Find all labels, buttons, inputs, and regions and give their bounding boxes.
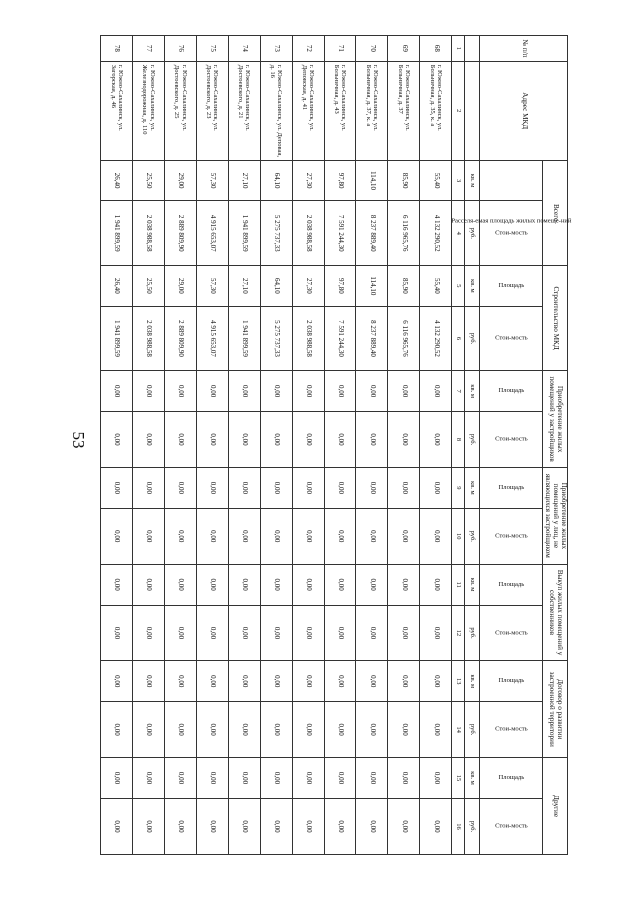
construction-cost: 1 941 899,59 (228, 306, 260, 370)
unit-sqm: кв. м (465, 758, 480, 799)
total-area: 27,10 (228, 160, 260, 201)
total-area: 55,40 (420, 160, 452, 201)
unit-rub: руб. (465, 201, 480, 265)
zero-value: 0,00 (324, 371, 356, 412)
zero-value: 0,00 (388, 371, 420, 412)
zero-value: 0,00 (292, 467, 324, 508)
zero-value: 0,00 (420, 661, 452, 702)
column-number: 1 (452, 36, 465, 62)
column-number: 11 (452, 564, 465, 605)
header-development: Договор о развитии застроенной территории (543, 661, 568, 758)
zero-value: 0,00 (356, 605, 388, 661)
table-row (228, 36, 260, 855)
header-buyout: Выкуп жилых помещений у собственников (543, 564, 568, 661)
zero-value: 0,00 (324, 564, 356, 605)
construction-cost: 7 591 244,30 (324, 306, 356, 370)
construction-area: 57,30 (196, 265, 228, 306)
zero-value: 0,00 (260, 371, 292, 412)
zero-value: 0,00 (133, 702, 165, 758)
construction-cost: 8 237 889,40 (356, 306, 388, 370)
unit-sqm: кв. м (465, 467, 480, 508)
construction-cost: 6 116 965,76 (388, 306, 420, 370)
total-cost: 1 941 899,59 (101, 201, 133, 265)
zero-value: 0,00 (260, 605, 292, 661)
row-address: г. Южно-Сахалинск, ул. Деповая, д. 16 (260, 61, 292, 160)
zero-value: 0,00 (101, 661, 133, 702)
zero-value: 0,00 (292, 605, 324, 661)
unit-cell (465, 61, 480, 160)
construction-cost: 4 915 653,07 (196, 306, 228, 370)
zero-value: 0,00 (388, 702, 420, 758)
column-number: 13 (452, 661, 465, 702)
column-number: 5 (452, 265, 465, 306)
zero-value: 0,00 (164, 467, 196, 508)
zero-value: 0,00 (292, 758, 324, 799)
zero-value: 0,00 (228, 758, 260, 799)
resettlement-table (100, 35, 572, 855)
zero-value: 0,00 (292, 371, 324, 412)
construction-cost: 4 132 290,52 (420, 306, 452, 370)
construction-area: 85,90 (388, 265, 420, 306)
zero-value: 0,00 (164, 371, 196, 412)
construction-area: 64,10 (260, 265, 292, 306)
construction-area: 27,30 (292, 265, 324, 306)
row-number: 74 (228, 36, 260, 62)
zero-value: 0,00 (101, 371, 133, 412)
zero-value: 0,00 (196, 467, 228, 508)
construction-area: 55,40 (420, 265, 452, 306)
column-number: 2 (452, 61, 465, 160)
total-cost: 2 889 809,90 (164, 201, 196, 265)
zero-value: 0,00 (324, 412, 356, 468)
zero-value: 0,00 (324, 605, 356, 661)
construction-area: 25,50 (133, 265, 165, 306)
table-row (388, 36, 420, 855)
zero-value: 0,00 (356, 467, 388, 508)
total-cost: 1 941 899,59 (228, 201, 260, 265)
zero-value: 0,00 (260, 467, 292, 508)
subheader-cost: Стои-мость (480, 702, 543, 758)
unit-rub: руб. (465, 306, 480, 370)
zero-value: 0,00 (388, 412, 420, 468)
zero-value: 0,00 (260, 661, 292, 702)
zero-value: 0,00 (101, 702, 133, 758)
zero-value: 0,00 (228, 467, 260, 508)
zero-value: 0,00 (388, 467, 420, 508)
column-number: 8 (452, 412, 465, 468)
zero-value: 0,00 (260, 702, 292, 758)
table-row (292, 36, 324, 855)
total-cost: 4 915 653,07 (196, 201, 228, 265)
zero-value: 0,00 (420, 467, 452, 508)
zero-value: 0,00 (260, 798, 292, 854)
zero-value: 0,00 (101, 412, 133, 468)
zero-value: 0,00 (164, 661, 196, 702)
zero-value: 0,00 (420, 605, 452, 661)
table-row (164, 36, 196, 855)
zero-value: 0,00 (196, 798, 228, 854)
zero-value: 0,00 (164, 758, 196, 799)
zero-value: 0,00 (196, 508, 228, 564)
unit-sqm: кв. м (465, 160, 480, 201)
header-other: Другие (543, 758, 568, 855)
zero-value: 0,00 (196, 758, 228, 799)
row-address: г. Южно-Сахалинск, ул. Достоевского, д. 25 (164, 61, 196, 160)
construction-area: 114,10 (356, 265, 388, 306)
construction-area: 29,00 (164, 265, 196, 306)
zero-value: 0,00 (356, 508, 388, 564)
zero-value: 0,00 (101, 798, 133, 854)
zero-value: 0,00 (133, 371, 165, 412)
zero-value: 0,00 (292, 564, 324, 605)
zero-value: 0,00 (196, 605, 228, 661)
zero-value: 0,00 (388, 661, 420, 702)
construction-area: 26,40 (101, 265, 133, 306)
subheader-resettled-area: Расселя-емая площадь жилых помеще-ний (480, 160, 543, 201)
construction-cost: 1 941 899,59 (101, 306, 133, 370)
zero-value: 0,00 (292, 661, 324, 702)
zero-value: 0,00 (324, 467, 356, 508)
total-cost: 4 132 290,52 (420, 201, 452, 265)
zero-value: 0,00 (133, 605, 165, 661)
row-number: 70 (356, 36, 388, 62)
column-number: 15 (452, 758, 465, 799)
zero-value: 0,00 (164, 798, 196, 854)
zero-value: 0,00 (260, 412, 292, 468)
zero-value: 0,00 (133, 508, 165, 564)
zero-value: 0,00 (101, 467, 133, 508)
table-row (420, 36, 452, 855)
zero-value: 0,00 (101, 605, 133, 661)
zero-value: 0,00 (196, 564, 228, 605)
zero-value: 0,00 (420, 564, 452, 605)
zero-value: 0,00 (228, 798, 260, 854)
column-number: 10 (452, 508, 465, 564)
row-address: г. Южно-Сахалинск, ул. Достоевского, д. 23 (196, 61, 228, 160)
unit-rub: руб. (465, 412, 480, 468)
table-sheet (100, 35, 572, 855)
unit-cell (465, 36, 480, 62)
zero-value: 0,00 (133, 412, 165, 468)
column-number: 16 (452, 798, 465, 854)
total-area: 85,90 (388, 160, 420, 201)
total-area: 25,50 (133, 160, 165, 201)
zero-value: 0,00 (228, 661, 260, 702)
subheader-cost: Стои-мость (480, 412, 543, 468)
zero-value: 0,00 (420, 371, 452, 412)
zero-value: 0,00 (101, 758, 133, 799)
row-number: 68 (420, 36, 452, 62)
zero-value: 0,00 (228, 605, 260, 661)
subheader-area: Площадь (480, 467, 543, 508)
construction-cost: 5 275 737,33 (260, 306, 292, 370)
subheader-area: Площадь (480, 661, 543, 702)
subheader-cost: Стои-мость (480, 508, 543, 564)
zero-value: 0,00 (388, 758, 420, 799)
unit-sqm: кв. м (465, 564, 480, 605)
row-address: г. Южно-Сахалинск, ул. Железнодорожная, д. 110 (133, 61, 165, 160)
total-cost: 2 038 988,58 (292, 201, 324, 265)
total-area: 27,30 (292, 160, 324, 201)
unit-rub: руб. (465, 702, 480, 758)
row-address: г. Южно-Сахалинск, ул. Больничная, д. 37, к. а (356, 61, 388, 160)
total-cost: 6 116 965,76 (388, 201, 420, 265)
row-number: 71 (324, 36, 356, 62)
zero-value: 0,00 (420, 758, 452, 799)
zero-value: 0,00 (164, 508, 196, 564)
construction-cost: 2 889 809,90 (164, 306, 196, 370)
row-number: 75 (196, 36, 228, 62)
zero-value: 0,00 (228, 702, 260, 758)
zero-value: 0,00 (164, 412, 196, 468)
page-number: 53 (69, 431, 88, 449)
column-number: 6 (452, 306, 465, 370)
zero-value: 0,00 (420, 702, 452, 758)
zero-value: 0,00 (420, 412, 452, 468)
zero-value: 0,00 (196, 661, 228, 702)
zero-value: 0,00 (292, 412, 324, 468)
subheader-cost: Стои-мость (480, 798, 543, 854)
row-address: г. Южно-Сахалинск, ул. Деповская, д. 41 (292, 61, 324, 160)
unit-sqm: кв. м (465, 661, 480, 702)
zero-value: 0,00 (356, 702, 388, 758)
zero-value: 0,00 (292, 798, 324, 854)
zero-value: 0,00 (324, 702, 356, 758)
zero-value: 0,00 (196, 702, 228, 758)
table-row (101, 36, 133, 855)
zero-value: 0,00 (292, 508, 324, 564)
zero-value: 0,00 (260, 758, 292, 799)
total-cost: 7 591 244,30 (324, 201, 356, 265)
construction-cost: 2 038 988,58 (292, 306, 324, 370)
zero-value: 0,00 (101, 508, 133, 564)
zero-value: 0,00 (164, 605, 196, 661)
row-address: г. Южно-Сахалинск, ул. Больничная, д. 35, к. а (420, 61, 452, 160)
zero-value: 0,00 (228, 371, 260, 412)
construction-cost: 2 038 988,58 (133, 306, 165, 370)
total-area: 57,30 (196, 160, 228, 201)
zero-value: 0,00 (228, 508, 260, 564)
total-cost: 8 237 889,40 (356, 201, 388, 265)
zero-value: 0,00 (356, 758, 388, 799)
table-row (356, 36, 388, 855)
header-purchase-dev: Приобретение жилых помещений у застройщиков (543, 371, 568, 468)
zero-value: 0,00 (228, 564, 260, 605)
column-number: 7 (452, 371, 465, 412)
row-address: г. Южно-Сахалинск, ул. Загорская, д. 46 (101, 61, 133, 160)
zero-value: 0,00 (420, 508, 452, 564)
header-purchase-non-dev: Приобретение жилых помещений у лиц, не являющихся застройщиком (543, 467, 568, 564)
total-area: 97,80 (324, 160, 356, 201)
zero-value: 0,00 (420, 798, 452, 854)
zero-value: 0,00 (133, 564, 165, 605)
zero-value: 0,00 (356, 798, 388, 854)
zero-value: 0,00 (324, 661, 356, 702)
header-total: Всего (543, 160, 568, 265)
zero-value: 0,00 (164, 702, 196, 758)
subheader-cost: Стои-мость (480, 605, 543, 661)
column-number: 4 (452, 201, 465, 265)
row-number: 72 (292, 36, 324, 62)
total-area: 114,10 (356, 160, 388, 201)
construction-area: 97,80 (324, 265, 356, 306)
zero-value: 0,00 (133, 758, 165, 799)
unit-rub: руб. (465, 508, 480, 564)
zero-value: 0,00 (228, 412, 260, 468)
subheader-cost: Стои-мость (480, 306, 543, 370)
unit-sqm: кв. м (465, 265, 480, 306)
zero-value: 0,00 (356, 371, 388, 412)
total-cost: 2 038 988,58 (133, 201, 165, 265)
subheader-area: Площадь (480, 758, 543, 799)
unit-rub: руб. (465, 605, 480, 661)
zero-value: 0,00 (164, 564, 196, 605)
row-number: 76 (164, 36, 196, 62)
header-num: № п/п (480, 36, 568, 62)
subheader-area: Площадь (480, 265, 543, 306)
header-construction: Строительство МКД (543, 265, 568, 370)
row-number: 77 (133, 36, 165, 62)
zero-value: 0,00 (356, 412, 388, 468)
zero-value: 0,00 (196, 371, 228, 412)
total-cost: 5 275 737,33 (260, 201, 292, 265)
table-row (133, 36, 165, 855)
column-number: 3 (452, 160, 465, 201)
zero-value: 0,00 (356, 564, 388, 605)
table-row (324, 36, 356, 855)
table-row (196, 36, 228, 855)
zero-value: 0,00 (133, 798, 165, 854)
zero-value: 0,00 (388, 564, 420, 605)
row-number: 69 (388, 36, 420, 62)
row-address: г. Южно-Сахалинск, ул. Больничная, д. 37 (388, 61, 420, 160)
zero-value: 0,00 (356, 661, 388, 702)
zero-value: 0,00 (324, 508, 356, 564)
row-address: г. Южно-Сахалинск, ул. Достоевского, д. 21 (228, 61, 260, 160)
zero-value: 0,00 (133, 467, 165, 508)
zero-value: 0,00 (260, 564, 292, 605)
zero-value: 0,00 (388, 605, 420, 661)
unit-sqm: кв. м (465, 371, 480, 412)
zero-value: 0,00 (133, 661, 165, 702)
zero-value: 0,00 (324, 758, 356, 799)
zero-value: 0,00 (260, 508, 292, 564)
construction-area: 27,10 (228, 265, 260, 306)
table-row (260, 36, 292, 855)
subheader-area: Площадь (480, 564, 543, 605)
total-area: 26,40 (101, 160, 133, 201)
unit-rub: руб. (465, 798, 480, 854)
row-address: г. Южно-Сахалинск, ул. Больничная, д. 43 (324, 61, 356, 160)
zero-value: 0,00 (292, 702, 324, 758)
column-number: 9 (452, 467, 465, 508)
zero-value: 0,00 (388, 508, 420, 564)
zero-value: 0,00 (388, 798, 420, 854)
row-number: 78 (101, 36, 133, 62)
header-address: Адрес МКД (480, 61, 568, 160)
total-area: 64,10 (260, 160, 292, 201)
column-number: 12 (452, 605, 465, 661)
zero-value: 0,00 (196, 412, 228, 468)
subheader-cost: Стои-мость (480, 201, 543, 265)
column-number: 14 (452, 702, 465, 758)
total-area: 29,00 (164, 160, 196, 201)
subheader-area: Площадь (480, 371, 543, 412)
row-number: 73 (260, 36, 292, 62)
zero-value: 0,00 (324, 798, 356, 854)
zero-value: 0,00 (101, 564, 133, 605)
